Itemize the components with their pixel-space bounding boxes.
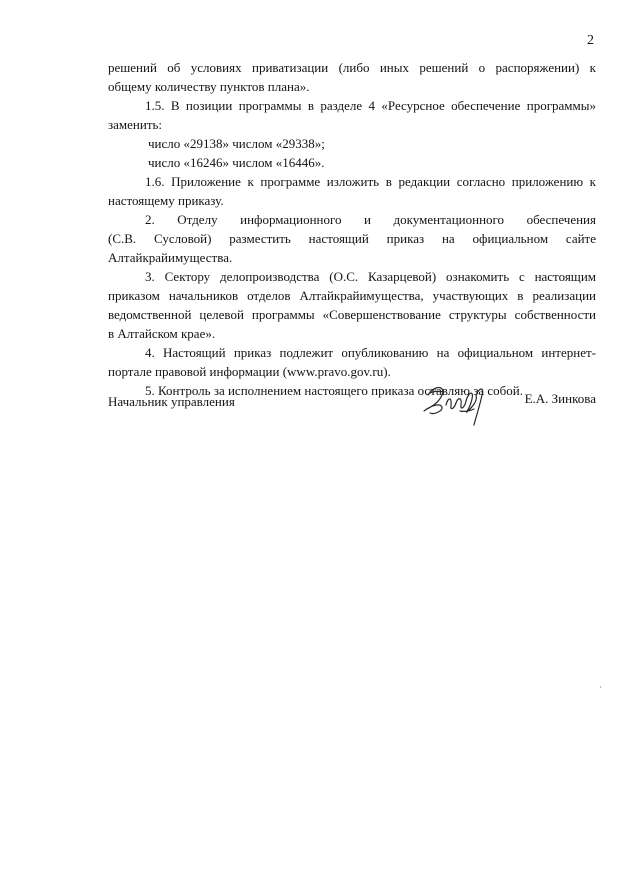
signer-name: Е.А. Зинкова — [524, 391, 596, 406]
text-line: решений об условиях приватизации (либо иных решений о распоряжении) к — [108, 60, 596, 75]
replacement-line: число «16246» числом «16446». — [148, 155, 325, 170]
paragraph-1-6-line: 1.6. Приложение к программе изложить в редакции согласно приложению к — [145, 174, 596, 189]
scan-artifact — [600, 686, 601, 688]
text-line: заменить: — [108, 117, 163, 132]
page-number: 2 — [587, 33, 594, 48]
text-line: (С.В. Сусловой) разместить настоящий приказ на официальном сайте — [108, 231, 596, 246]
text-line: ведомственной целевой программы «Совершенствование структуры собственности — [108, 307, 596, 322]
text-line: Алтайкрайимущества. — [108, 250, 233, 265]
text-line: настоящему приказу. — [108, 193, 224, 208]
signature-block — [108, 381, 596, 431]
paragraph-5-line: 5. Контроль за исполнением настоящего приказа оставляю за собой. — [145, 383, 523, 398]
paragraph-4-line: 4. Настоящий приказ подлежит опубликованию на официальном интернет- — [145, 345, 596, 360]
text-line: приказом начальников отделов Алтайкрайимущества, участвующих в реализации — [108, 288, 596, 303]
handwritten-signature — [420, 381, 492, 427]
text-line: в Алтайском крае». — [108, 326, 216, 341]
signer-position: Начальник управления — [108, 394, 235, 409]
paragraph-1-5-line: 1.5. В позиции программы в разделе 4 «Ресурсное обеспечение программы» — [145, 98, 596, 113]
paragraph-2-line: 2. Отделу информационного и документационного обеспечения — [145, 212, 596, 227]
order-text-body — [108, 58, 596, 400]
replacement-line: число «29138» числом «29338»; — [148, 136, 325, 151]
text-line: портале правовой информации (www.pravo.gov.ru). — [108, 364, 391, 379]
paragraph-3-line: 3. Сектору делопроизводства (О.С. Казарцевой) ознакомить с настоящим — [145, 269, 596, 284]
text-line: общему количеству пунктов плана». — [108, 79, 310, 94]
